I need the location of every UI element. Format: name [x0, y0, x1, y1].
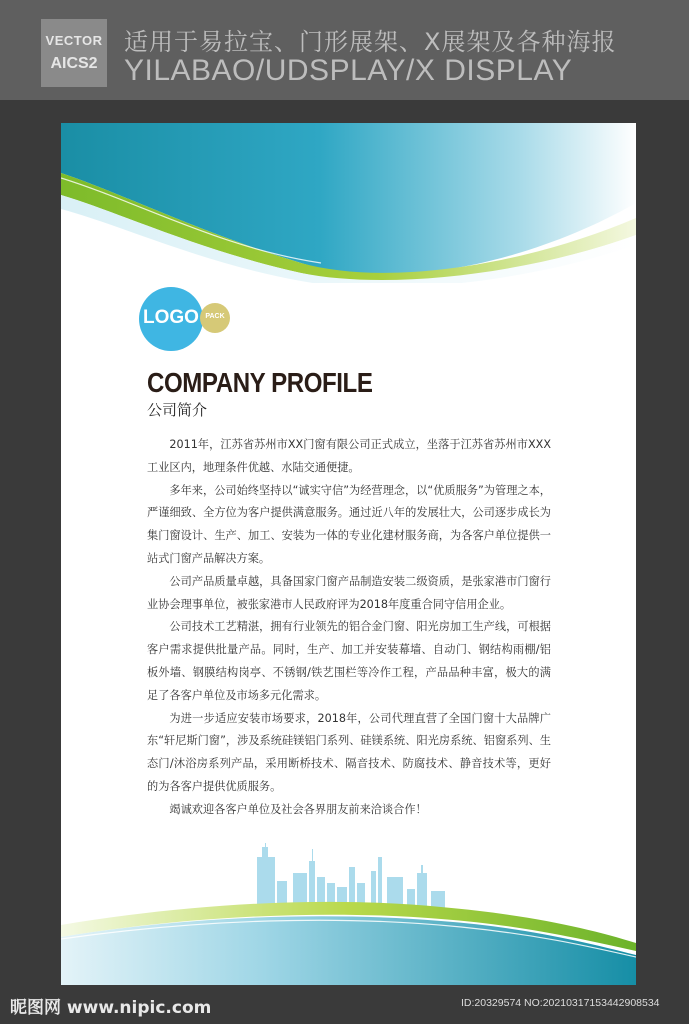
paragraph-5: 为进一步适应安装市场要求，2018年，公司代理直营了全国门窗十大品牌广东“轩尼斯门窗”，涉及系统硅镁铝门系列、硅镁系统、阳光房系统、铝窗系列、生态门/沐浴房系列产品，采用断桥技术、隔音技术、防腐技术、静音技术等，更好的为各客户提供优质服务。 — [147, 711, 551, 793]
bottom-wave-graphic — [61, 895, 636, 985]
poster-canvas — [61, 123, 636, 985]
site-watermark: 昵图网 www.nipic.com — [10, 998, 212, 1018]
logo-pack-text: PACK — [205, 313, 225, 320]
poster-title: COMPANY PROFILE — [147, 367, 373, 398]
image-id-text: ID:20329574 NO:20210317153442908534 — [461, 997, 660, 1009]
badge-line-1: VECTOR — [45, 33, 103, 48]
vector-format-badge — [41, 19, 107, 87]
top-wave-graphic — [61, 123, 636, 283]
logo-pack-badge — [200, 303, 230, 333]
poster-subtitle: 公司简介 — [147, 401, 208, 419]
badge-line-2: AICS2 — [50, 55, 98, 72]
paragraph-2: 多年来，公司始终坚持以“诚实守信”为经营理念，以“优质服务”为管理之本，严谨细致、全方位为客户提供满意服务。通过近八年的发展壮大，公司逐步成长为集门窗设计、生产、加工、安装为一体的专业化建材服务商，为各客户单位提供一站式门窗产品解决方案。 — [147, 483, 551, 565]
logo-text: LOGO — [143, 307, 199, 328]
paragraph-6: 竭诚欢迎各客户单位及社会各界朋友前来洽谈合作！ — [169, 802, 427, 816]
profile-body — [147, 434, 551, 822]
paragraph-4: 公司技术工艺精湛，拥有行业领先的铝合金门窗、阳光房加工生产线，可根据客户需求提供批量产品。同时，生产、加工并安装幕墙、自动门、钢结构雨棚/铝板外墙、钢膜结构岗亭、不锈钢/铁艺围栏等冷作工程，产品品种丰富，极大的满足了各客户单位及市场多元化需求。 — [147, 620, 551, 702]
header-subtitle: YILABAO/UDSPLAY/X DISPLAY — [124, 54, 573, 87]
header-title: 适用于易拉宝、门形展架、X展架及各种海报 — [124, 28, 617, 56]
company-logo — [139, 287, 203, 351]
banner-header — [0, 0, 689, 100]
paragraph-3: 公司产品质量卓越，具备国家门窗产品制造安装二级资质，是张家港市门窗行业协会理事单位，被张家港市人民政府评为2018年度重合同守信用企业。 — [147, 574, 551, 611]
paragraph-1: 2011年，江苏省苏州市XX门窗有限公司正式成立，坐落于江苏省苏州市XXX工业区内，地理条件优越、水陆交通便捷。 — [147, 438, 551, 474]
